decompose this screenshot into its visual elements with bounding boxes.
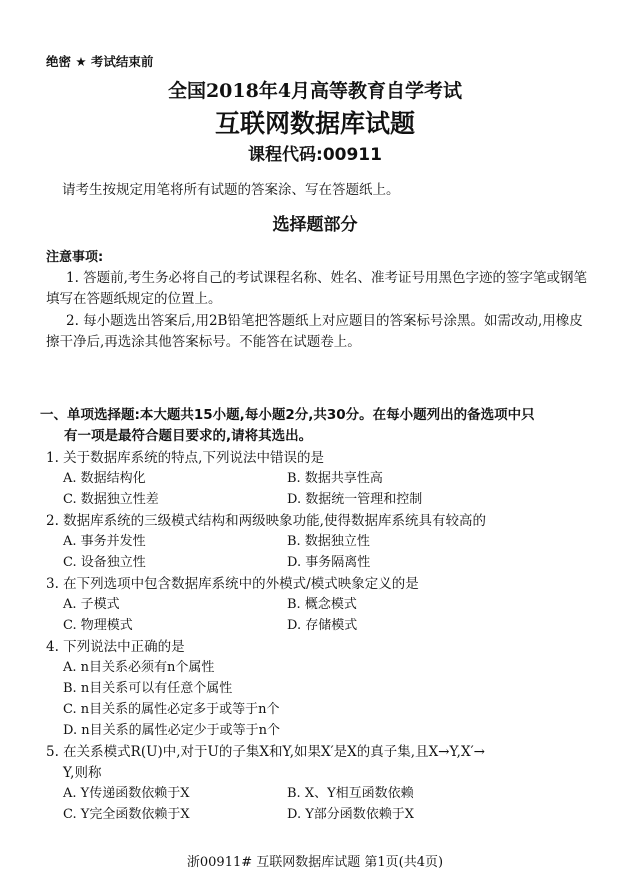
exam-title: 全国2018年4月高等教育自学考试 [167,80,463,102]
question-2-option-d: D. 事务隔离性 [287,555,371,570]
question-3-option-b: B. 概念模式 [287,597,357,612]
answer-instruction: 请考生按规定用笔将所有试题的答案涂、写在答题纸上。 [62,182,400,198]
page-footer: 浙00911# 互联网数据库试题 第1页(共4页) [186,855,444,870]
question-1-option-d: D. 数据统一管理和控制 [287,492,423,507]
question-2-stem: 2. 数据库系统的三级模式结构和两级映象功能,使得数据库系统具有较高的 [46,513,486,529]
question-5-option-c: C. Y完全函数依赖于X [63,807,190,822]
question-2-option-c: C. 设备独立性 [63,555,146,570]
notes-title: 注意事项: [46,250,104,265]
question-4-option-d: D. n目关系的属性必定少于或等于n个 [63,723,280,738]
question-3-stem: 3. 在下列选项中包含数据库系统中的外模式/模式映象定义的是 [46,576,419,592]
confidential-label: 绝密 ★ 考试结束前 [46,54,154,69]
question-1-option-a: A. 数据结构化 [63,471,146,486]
part-one-header-line1: 一、单项选择题:本大题共15小题,每小题2分,共30分。在每小题列出的备选项中只 [40,407,535,423]
question-1-stem: 1. 关于数据库系统的特点,下列说法中错误的是 [46,450,324,466]
question-1-option-c: C. 数据独立性差 [63,492,159,507]
part-one-header-line2: 有一项是最符合题目要求的,请将其选出。 [64,428,313,444]
note-item: 2. 每小题选出答案后,用2B铅笔把答题纸上对应题目的答案标号涂黑。如需改动,用橡皮擦干净后,再选涂其他答案标号。不能答在试题卷上。 [46,313,583,350]
question-5-option-b: B. X、Y相互函数依赖 [287,786,414,801]
paper-title: 互联网数据库试题 [214,109,415,138]
question-2-option-a: A. 事务并发性 [63,534,146,549]
question-4-stem: 4. 下列说法中正确的是 [46,639,185,655]
section-title: 选择题部分 [272,215,358,235]
question-5-option-d: D. Y部分函数依赖于X [287,807,415,822]
question-1-option-b: B. 数据共享性高 [287,471,383,486]
question-5-stem: 5. 在关系模式R(U)中,对于U的子集X和Y,如果X′是X的真子集,且X→Y,X′→ [46,744,485,760]
question-3-option-a: A. 子模式 [63,597,120,612]
question-5-stem-continued: Y,则称 [63,765,102,781]
part-one-header [40,405,600,447]
question-3-option-d: D. 存储模式 [287,618,358,633]
question-4-option-a: A. n目关系必须有n个属性 [63,660,215,675]
question-2-option-b: B. 数据独立性 [287,534,370,549]
course-code: 课程代码:00911 [248,145,382,165]
question-4-option-b: B. n目关系可以有任意个属性 [63,681,233,696]
question-5-option-a: A. Y传递函数依赖于X [63,786,190,801]
question-4-option-c: C. n目关系的属性必定多于或等于n个 [63,702,280,717]
note-item: 1. 答题前,考生务必将自己的考试课程名称、姓名、准考证号用黑色字迹的签字笔或钢笔填写在答题纸规定的位置上。 [46,270,587,307]
question-3-option-c: C. 物理模式 [63,618,133,633]
